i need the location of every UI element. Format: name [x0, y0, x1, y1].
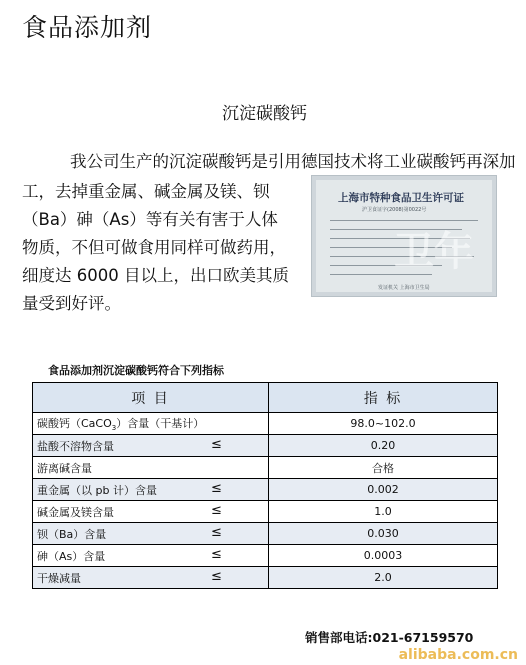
table-row	[33, 523, 498, 545]
intro-line: （Ba）砷（As）等有关有害于人体	[22, 210, 278, 229]
item-name: 砷（As）含量	[37, 549, 106, 563]
table-row	[33, 457, 498, 479]
table-row	[33, 479, 498, 501]
product-title: 沉淀碳酸钙	[222, 104, 307, 124]
comparator: ≤	[211, 503, 222, 518]
spec-value: 合格	[269, 457, 498, 479]
table-row	[33, 413, 498, 435]
item-name: 游离碱含量	[37, 461, 92, 475]
item-cell	[33, 479, 269, 501]
intro-first-line: 我公司生产的沉淀碳酸钙是引用德国技术将工业碳酸钙再深加	[70, 152, 516, 171]
item-cell	[33, 435, 269, 457]
header-spec: 指 标	[269, 383, 498, 413]
spec-value: 0.002	[269, 479, 498, 501]
item-cell	[33, 567, 269, 589]
table-row	[33, 435, 498, 457]
table-row	[33, 501, 498, 523]
table-header-row	[33, 383, 498, 413]
comparator: ≤	[211, 525, 222, 540]
item-cell	[33, 523, 269, 545]
item-subscript: 3	[111, 424, 117, 433]
intro-paragraph	[22, 178, 292, 318]
item-name: 干燥减量	[37, 571, 81, 585]
comparator: ≤	[211, 569, 222, 584]
sales-phone: 销售部电话:021-67159570	[305, 630, 474, 645]
item-name: 碱金属及镁含量	[37, 505, 114, 519]
item-name-tail: ）含量（干基计）	[116, 416, 205, 430]
item-name: 重金属（以 pb 计）含量	[37, 483, 157, 497]
comparator: ≤	[211, 547, 222, 562]
intro-line: 物质，不但可做食用同样可做药用，	[22, 238, 286, 257]
item-name: 碳酸钙（CaCO	[37, 416, 112, 430]
hygiene-license-image	[311, 175, 497, 297]
intro-line: 细度达 6000 目以上，出口欧美其质	[22, 266, 289, 285]
license-issuer: 发证机关 上海市卫生局	[378, 285, 430, 291]
spec-value: 2.0	[269, 567, 498, 589]
item-cell	[33, 545, 269, 567]
page-title: 食品添加剂	[22, 13, 153, 42]
item-cell	[33, 413, 269, 435]
comparator: ≤	[211, 481, 222, 496]
spec-value: 1.0	[269, 501, 498, 523]
table-row	[33, 567, 498, 589]
spec-table	[32, 382, 498, 589]
intro-line: 工，去掉重金属、碱金属及镁、钡	[22, 182, 270, 201]
header-item: 项 目	[33, 383, 269, 413]
item-cell	[33, 501, 269, 523]
license-title: 上海市特种食品卫生许可证	[338, 192, 464, 204]
license-number: 沪卫食证字(2008)第0022号	[362, 207, 427, 213]
license-watermark: 卫年	[394, 228, 474, 275]
spec-value: 0.030	[269, 523, 498, 545]
spec-value: 0.20	[269, 435, 498, 457]
spec-value: 98.0~102.0	[269, 413, 498, 435]
table-caption: 食品添加剂沉淀碳酸钙符合下列指标	[48, 364, 224, 377]
table-row	[33, 545, 498, 567]
item-name: 钡（Ba）含量	[37, 527, 107, 541]
comparator: ≤	[211, 437, 222, 452]
license-card	[316, 180, 492, 292]
site-watermark: alibaba.com.cn	[398, 647, 518, 663]
intro-line: 量受到好评。	[22, 294, 121, 313]
item-cell	[33, 457, 269, 479]
item-name: 盐酸不溶物含量	[37, 439, 114, 453]
spec-value: 0.0003	[269, 545, 498, 567]
